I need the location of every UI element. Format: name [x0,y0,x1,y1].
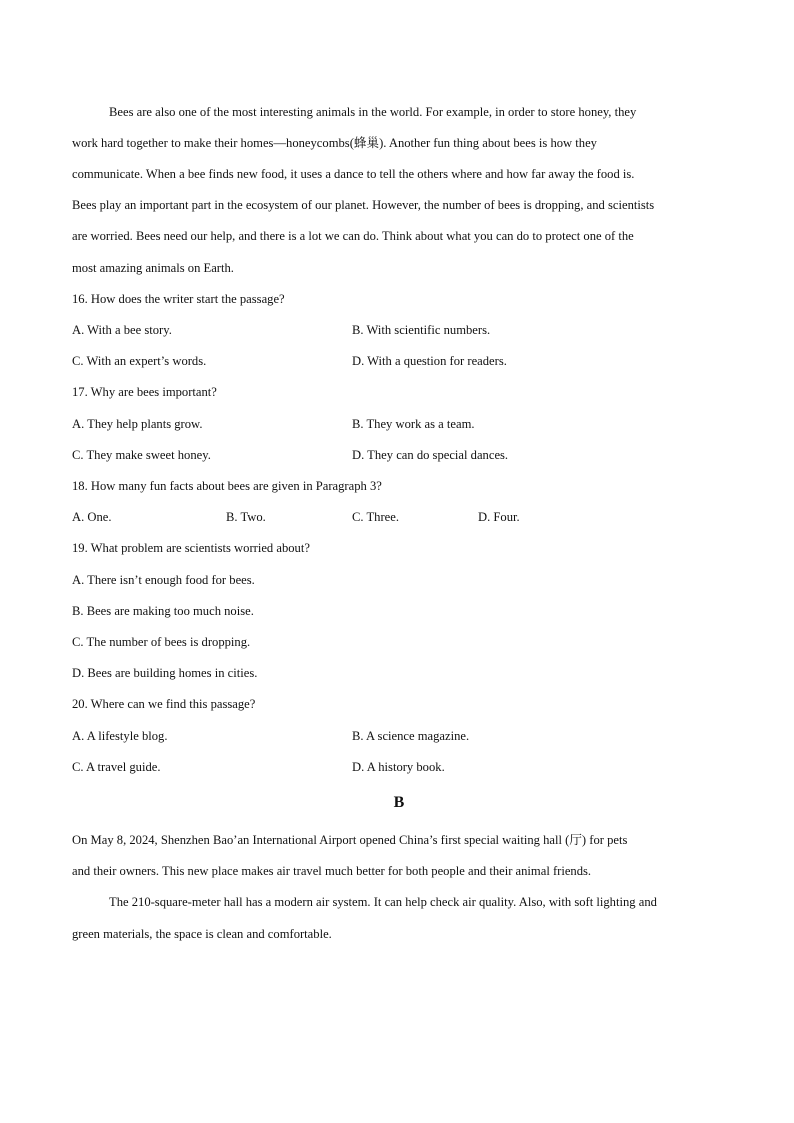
passage-a-line-3: communicate. When a bee finds new food, it uses a dance to tell the others where and how far away the food is. [72,167,635,181]
question-20-option-a: A. A lifestyle blog. [72,729,168,743]
question-19-option-a: A. There isn’t enough food for bees. [72,573,255,587]
question-19-option-b: B. Bees are making too much noise. [72,604,254,618]
question-17-option-b: B. They work as a team. [352,417,475,431]
question-17-option-c: C. They make sweet honey. [72,448,211,462]
passage-a-line-6: most amazing animals on Earth. [72,261,234,275]
passage-a-line-1: Bees are also one of the most interesting animals in the world. For example, in order to store honey, they [109,105,637,119]
question-16-option-c: C. With an expert’s words. [72,354,207,368]
question-16-option-a: A. With a bee story. [72,323,172,337]
section-b-line-2: and their owners. This new place makes air travel much better for both people and their animal friends. [72,864,592,878]
question-16-option-d: D. With a question for readers. [352,354,507,368]
passage-a-line-2: work hard together to make their homes—honeycombs(蜂巢). Another fun thing about bees is how they [72,136,597,150]
section-b-line-4: green materials, the space is clean and comfortable. [72,927,332,941]
section-b-line-1: On May 8, 2024, Shenzhen Bao’an International Airport opened China’s first special waiting hall (厅) for pets [72,833,628,847]
question-18-option-a: A. One. [72,510,112,524]
passage-a-line-4: Bees play an important part in the ecosystem of our planet. However, the number of bees is dropping, and scientists [72,198,655,212]
question-18-option-d: D. Four. [478,510,520,524]
question-17-option-d: D. They can do special dances. [352,448,509,462]
question-19-stem: 19. What problem are scientists worried about? [72,541,310,555]
question-16-stem: 16. How does the writer start the passage? [72,292,285,306]
question-16-option-b: B. With scientific numbers. [352,323,491,337]
question-18-option-c: C. Three. [352,510,399,524]
question-19-option-c: C. The number of bees is dropping. [72,635,251,649]
question-19-option-d: D. Bees are building homes in cities. [72,666,258,680]
question-17-option-a: A. They help plants grow. [72,417,203,431]
question-20-option-b: B. A science magazine. [352,729,470,743]
section-b-heading: B [393,794,405,811]
passage-a-line-5: are worried. Bees need our help, and there is a lot we can do. Think about what you can do to protect one of the [72,229,634,243]
question-17-stem: 17. Why are bees important? [72,385,217,399]
question-20-stem: 20. Where can we find this passage? [72,697,256,711]
question-18-option-b: B. Two. [226,510,266,524]
section-b-line-3: The 210-square-meter hall has a modern air system. It can help check air quality. Also, with soft lighting and [109,895,657,909]
question-18-stem: 18. How many fun facts about bees are given in Paragraph 3? [72,479,382,493]
question-20-option-d: D. A history book. [352,760,445,774]
question-20-option-c: C. A travel guide. [72,760,161,774]
